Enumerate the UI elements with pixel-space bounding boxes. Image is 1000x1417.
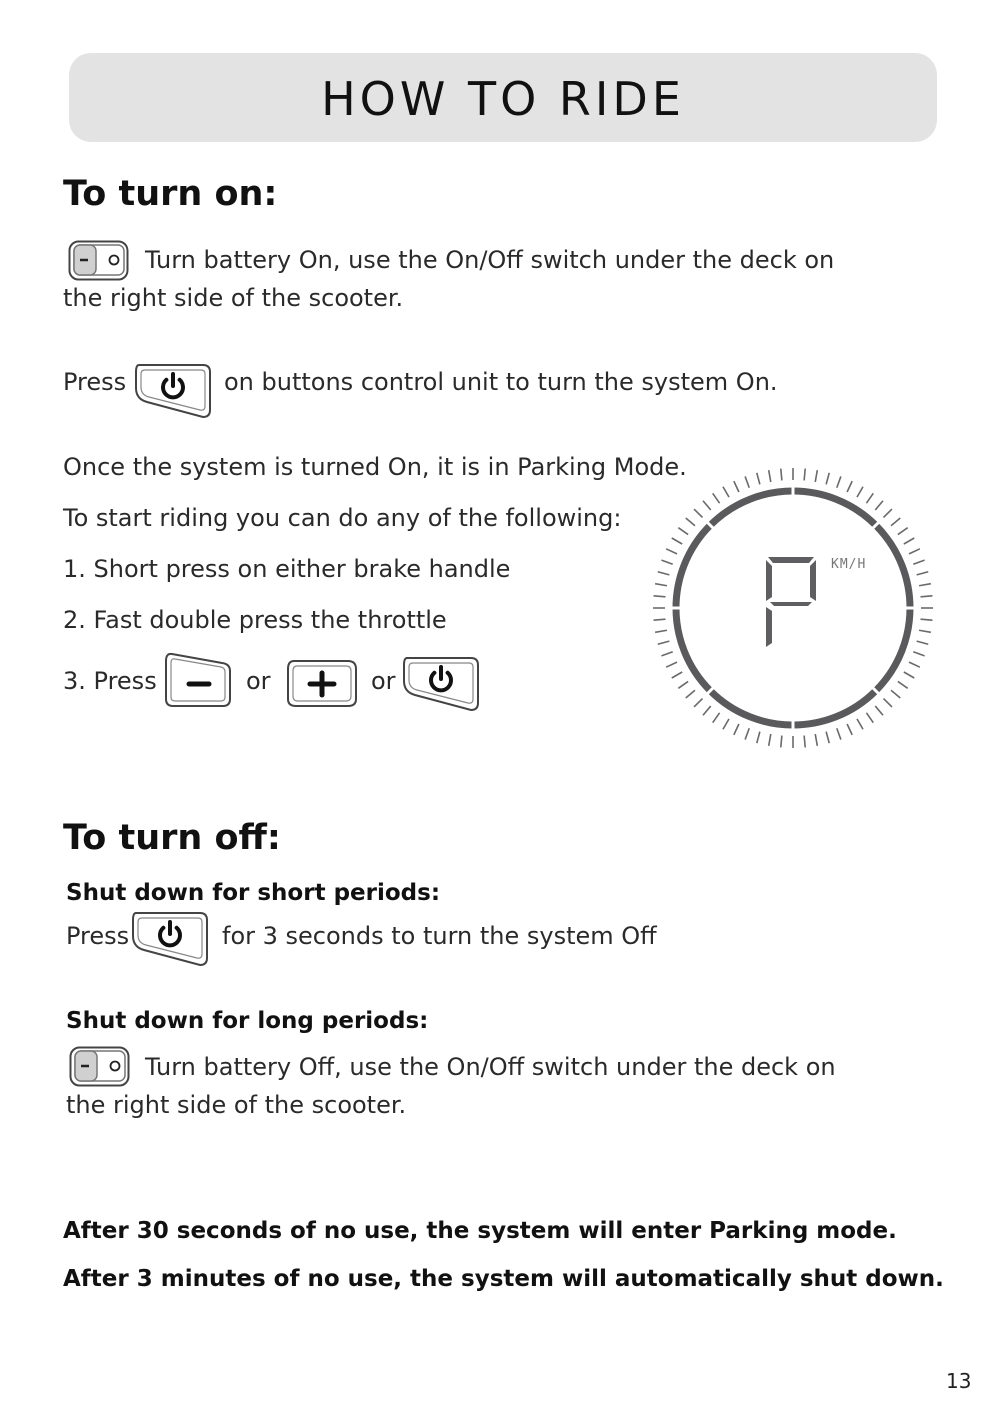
display-tick [658, 572, 670, 575]
press-label: Press [63, 368, 127, 396]
battery-switch-icon [68, 240, 130, 282]
display-tick [713, 493, 720, 503]
display-tick [804, 736, 805, 748]
display-tick [658, 641, 670, 644]
parking-mode-text: Once the system is turned On, it is in Parking Mode. [63, 453, 687, 481]
display-tick [913, 652, 924, 656]
speedometer-display-icon [650, 465, 936, 751]
display-tick [891, 518, 900, 526]
display-tick [666, 549, 677, 554]
display-tick [672, 538, 682, 544]
display-tick [847, 481, 852, 492]
display-tick [904, 672, 914, 678]
display-tick [713, 713, 720, 723]
display-tick [815, 734, 817, 746]
display-tick [661, 560, 672, 564]
display-tick [655, 630, 667, 632]
display-tick [734, 481, 739, 492]
display-tick [678, 528, 688, 535]
or-label-1: or [246, 667, 271, 695]
display-tick [884, 509, 892, 517]
option-brake: 1. Short press on either brake handle [63, 555, 511, 583]
battery-on-line2: the right side of the scooter. [63, 284, 404, 312]
display-tick [672, 672, 682, 678]
display-tick [919, 584, 931, 586]
display-tick [875, 501, 883, 510]
battery-off-line1: Turn battery Off, use the On/Off switch under the deck on [145, 1053, 836, 1081]
start-riding-intro: To start riding you can do any of the following: [63, 504, 622, 532]
long-shutdown-title: Shut down for long periods: [66, 1008, 429, 1034]
page-number: 13 [946, 1369, 972, 1393]
display-tick [909, 662, 920, 667]
display-tick [745, 728, 749, 739]
option-throttle: 2. Fast double press the throttle [63, 606, 447, 634]
short-press-label: Press [66, 922, 130, 950]
display-tick [769, 470, 771, 482]
display-tick [917, 641, 929, 644]
display-tick [723, 719, 729, 729]
turn-on-heading: To turn on: [63, 174, 278, 214]
display-tick [666, 662, 677, 667]
page-title: HOW TO RIDE [321, 72, 685, 126]
display-tick [826, 732, 829, 744]
power-button-icon [401, 655, 481, 713]
display-tick [904, 538, 914, 544]
display-tick [837, 728, 841, 739]
display-tick [866, 493, 873, 503]
power-button-icon [130, 910, 210, 968]
display-tick [847, 724, 852, 735]
display-tick-ring [653, 468, 933, 748]
display-tick [921, 619, 933, 620]
display-mode-glyph [766, 557, 816, 647]
display-tick [686, 690, 695, 698]
display-tick [898, 681, 908, 688]
turn-off-heading: To turn off: [63, 818, 281, 858]
display-tick [804, 469, 805, 481]
display-tick [694, 699, 702, 707]
display-tick [913, 560, 924, 564]
display-tick [921, 596, 933, 597]
display-tick [815, 470, 817, 482]
display-tick [769, 734, 771, 746]
or-label-2: or [371, 667, 396, 695]
option-press-prefix: 3. Press [63, 667, 157, 695]
display-tick [703, 706, 711, 715]
display-tick [661, 652, 672, 656]
plus-button-icon [284, 659, 360, 709]
display-tick [917, 572, 929, 575]
display-tick [866, 713, 873, 723]
press-instruction: on buttons control unit to turn the system On. [224, 368, 778, 396]
display-tick [909, 549, 920, 554]
title-banner [69, 53, 937, 142]
battery-switch-icon [69, 1046, 131, 1088]
short-press-instruction: for 3 seconds to turn the system Off [222, 922, 657, 950]
auto-shutdown-note: After 3 minutes of no use, the system will automatically shut down. [63, 1266, 944, 1292]
display-tick [703, 501, 711, 510]
parking-mode-note: After 30 seconds of no use, the system will enter Parking mode. [63, 1218, 897, 1244]
minus-button-icon [162, 651, 234, 709]
display-tick [757, 732, 760, 744]
display-tick [654, 619, 666, 620]
display-tick [857, 487, 863, 497]
display-tick [757, 473, 760, 485]
display-tick [678, 681, 688, 688]
power-button-icon [133, 362, 213, 420]
display-ring [670, 485, 916, 731]
display-tick [826, 473, 829, 485]
battery-on-line1: Turn battery On, use the On/Off switch under the deck on [145, 246, 835, 274]
display-tick [884, 699, 892, 707]
display-tick [694, 509, 702, 517]
display-tick [655, 584, 667, 586]
display-tick [891, 690, 900, 698]
display-tick [857, 719, 863, 729]
display-tick [837, 476, 841, 487]
display-tick [723, 487, 729, 497]
display-tick [654, 596, 666, 597]
display-unit: KM/H [831, 557, 867, 572]
display-tick [898, 528, 908, 535]
display-tick [875, 706, 883, 715]
short-shutdown-title: Shut down for short periods: [66, 880, 441, 906]
display-tick [781, 736, 782, 748]
display-tick [781, 469, 782, 481]
display-tick [919, 630, 931, 632]
display-tick [745, 476, 749, 487]
display-tick [686, 518, 695, 526]
display-tick [734, 724, 739, 735]
battery-off-line2: the right side of the scooter. [66, 1091, 407, 1119]
